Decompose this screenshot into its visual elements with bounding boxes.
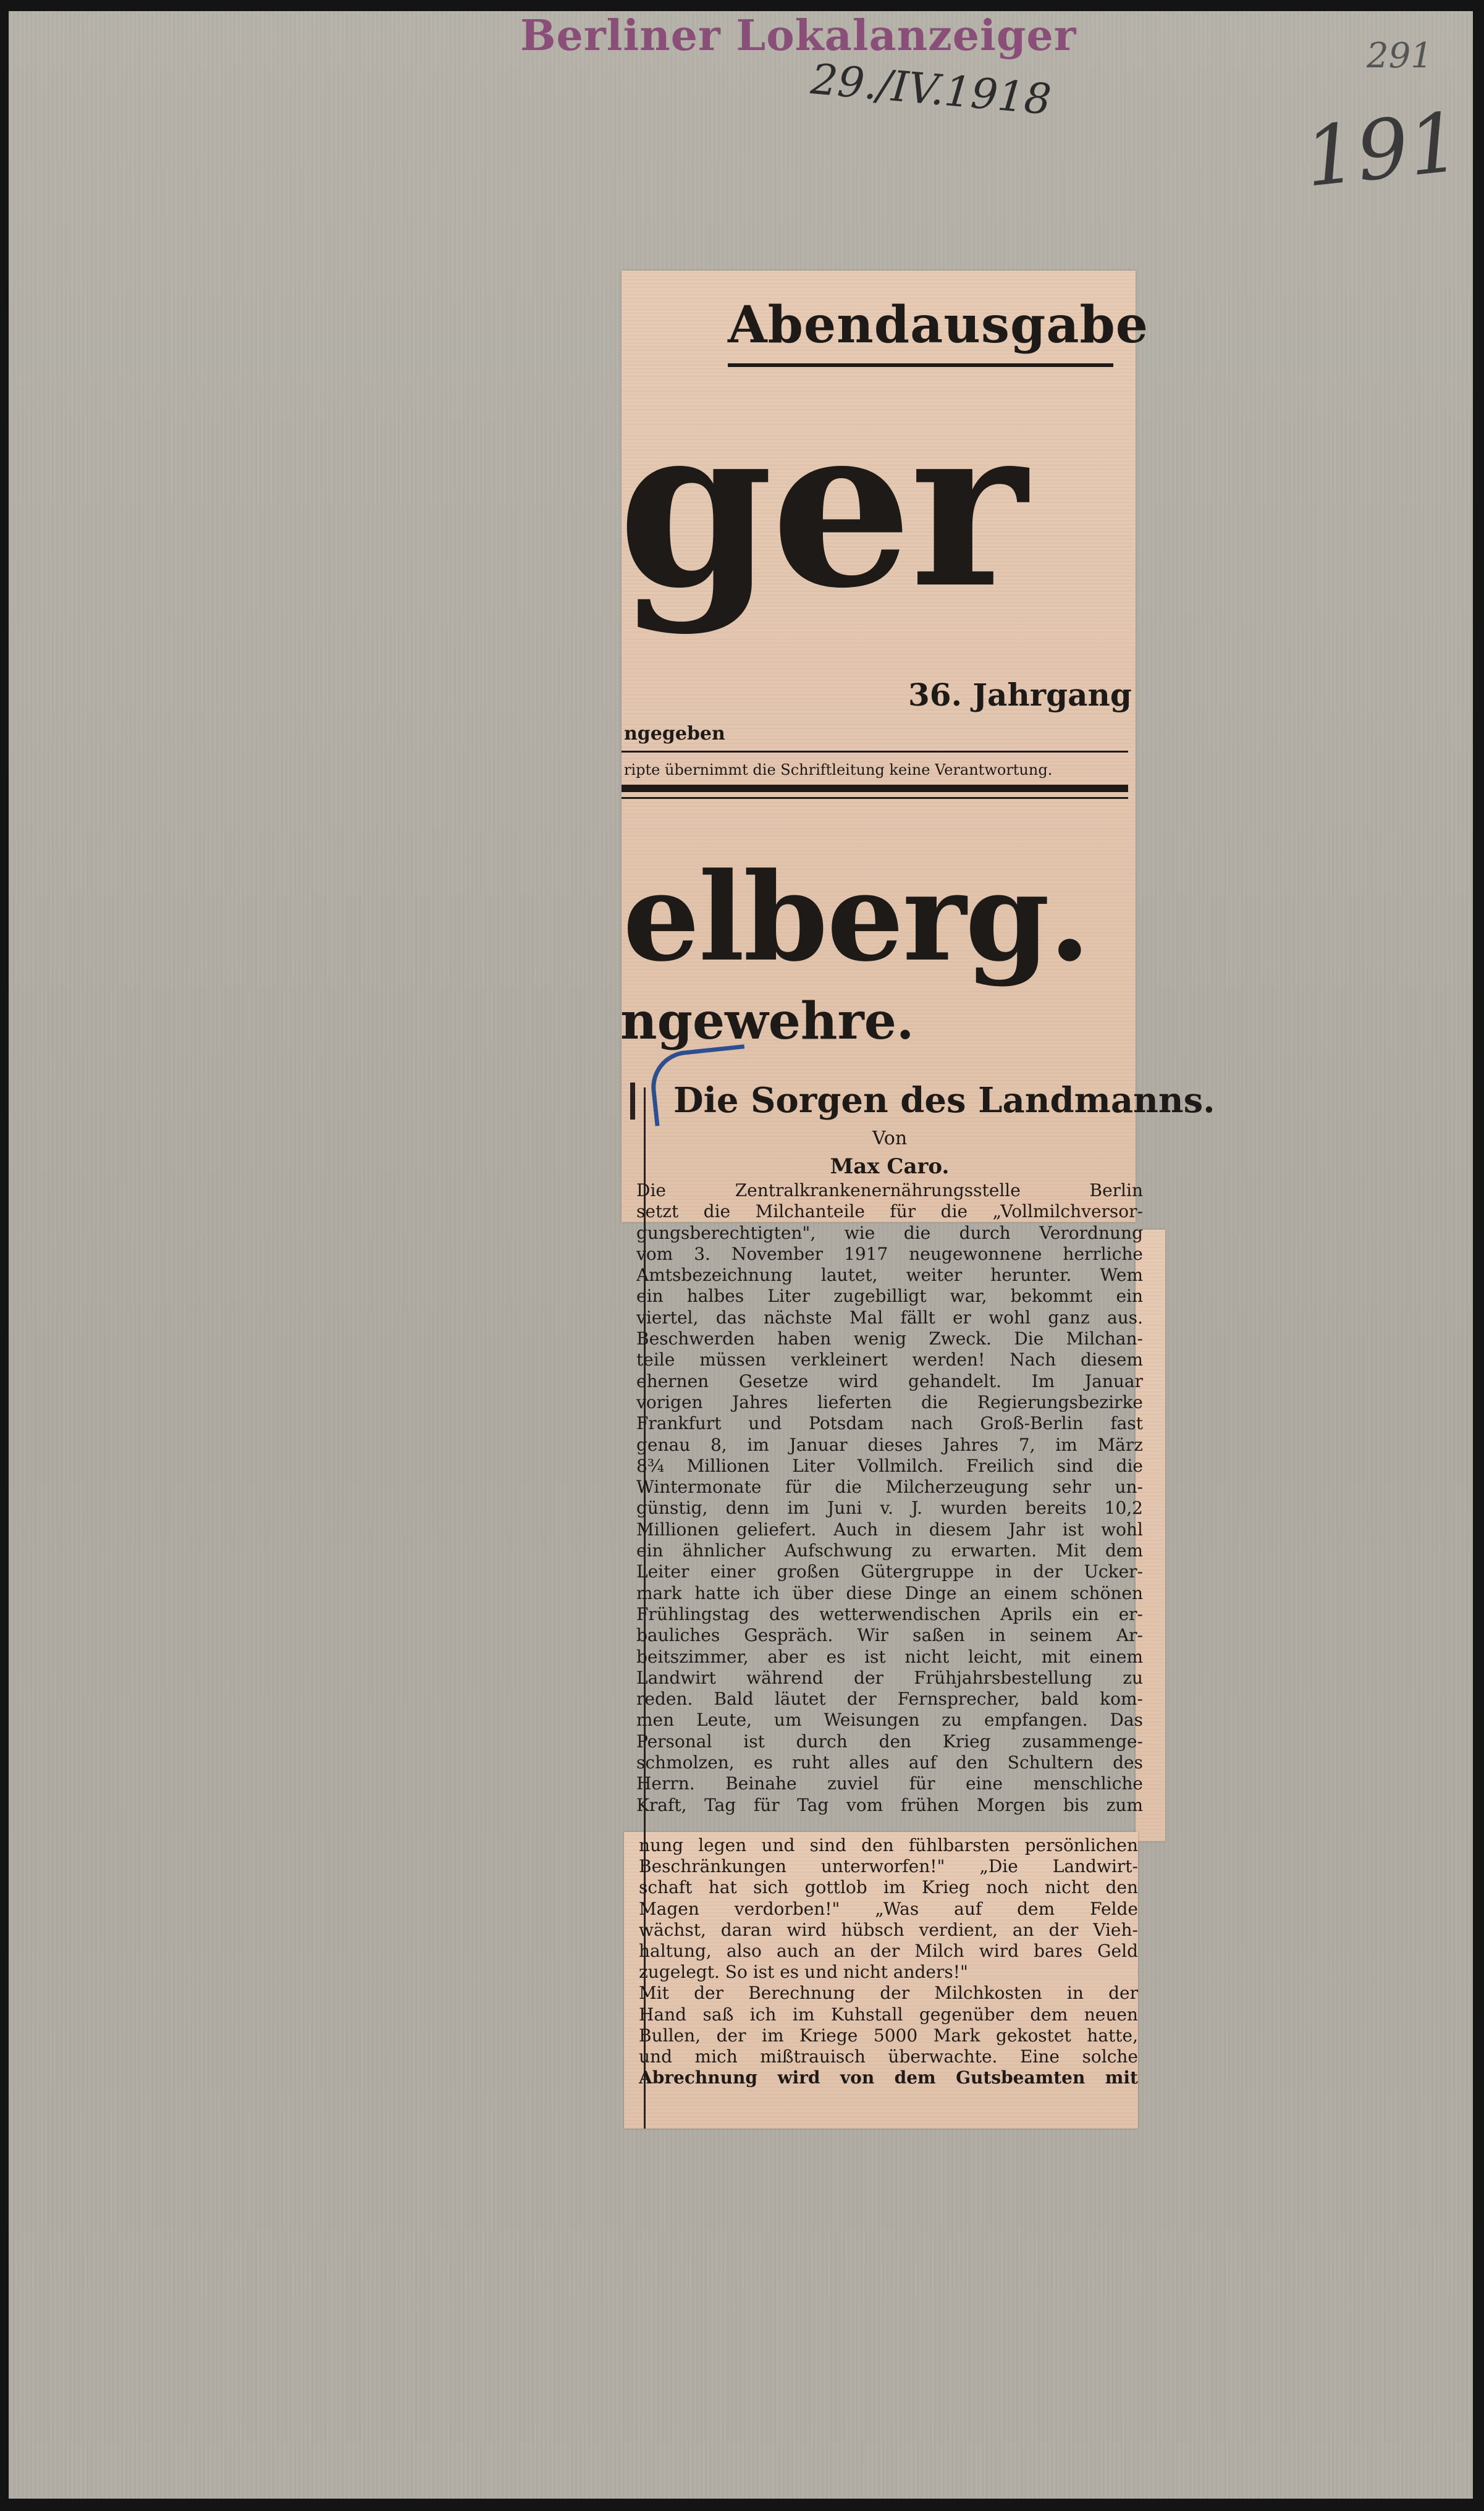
article-line: mark hatte ich über diese Dinge an einem schönen xyxy=(636,1582,1143,1603)
issued-fragment: ngegeben xyxy=(624,723,725,745)
article-body xyxy=(636,1180,1143,1816)
article-line: gungsberechtigten", wie die durch Verordnung xyxy=(636,1222,1143,1243)
subheadline-fragment: ngewehre. xyxy=(620,992,914,1051)
handwritten-number-small: 291 xyxy=(1367,36,1433,76)
article-line: Personal ist durch den Krieg zusammenge- xyxy=(636,1731,1143,1752)
article-line: Amtsbezeichnung lautet, weiter herunter. Wem xyxy=(636,1265,1143,1286)
article-line: ehernen Gesetze wird gehandelt. Im Januar xyxy=(636,1370,1143,1391)
article-body-continued xyxy=(639,1835,1138,2088)
article-line: Frühlingstag des wetterwendischen Aprils ein er- xyxy=(636,1603,1143,1624)
edition-underline xyxy=(728,363,1113,367)
article-line: ein halbes Liter zugebilligt war, bekommt ein xyxy=(636,1286,1143,1307)
article-line: vorigen Jahres lieferten die Regierungsbezirke xyxy=(636,1391,1143,1412)
article-line: reden. Bald läutet der Fernsprecher, bald kom- xyxy=(636,1689,1143,1710)
article-line: schaft hat sich gottlob im Krieg noch nicht den xyxy=(639,1877,1138,1898)
article-line: bauliches Gespräch. Wir saßen in seinem Ar- xyxy=(636,1625,1143,1646)
disclaimer-fragment: ripte übernimmt die Schriftleitung keine Verantwortung. xyxy=(624,761,1053,779)
handwritten-number: 191 xyxy=(1300,95,1465,206)
edition-label: Abendausgabe xyxy=(728,295,1149,355)
article-line: genau 8, im Januar dieses Jahres 7, im März xyxy=(636,1434,1143,1455)
article-line: Mit der Berechnung der Milchkosten in der xyxy=(639,1983,1138,2004)
article-line: Abrechnung wird von dem Gutsbeamten mit xyxy=(639,2067,1138,2088)
article-line: günstig, denn im Juni v. J. wurden bereits 10,2 xyxy=(636,1498,1143,1519)
article-line: haltung, also auch an der Milch wird bares Geld xyxy=(639,1940,1138,1961)
masthead-rule xyxy=(622,751,1128,753)
article-line: Landwirt während der Frühjahrsbestellung zu xyxy=(636,1667,1143,1688)
article-line: Wintermonate für die Milcherzeugung sehr un- xyxy=(636,1477,1143,1498)
article-line: und mich mißtrauisch überwachte. Eine solche xyxy=(639,2046,1138,2067)
article-line: Die Zentralkrankenernährungsstelle Berlin xyxy=(636,1180,1143,1201)
headline-fragment: elberg. xyxy=(623,846,1090,989)
article-line: Kraft, Tag für Tag vom frühen Morgen bis zum xyxy=(636,1794,1143,1815)
article-line: Frankfurt und Potsdam nach Groß-Berlin fast xyxy=(636,1413,1143,1434)
article-line: men Leute, um Weisungen zu empfangen. Das xyxy=(636,1710,1143,1731)
article-line: Herrn. Beinahe zuviel für eine menschliche xyxy=(636,1773,1143,1794)
article-line: Bullen, der im Kriege 5000 Mark gekostet hatte, xyxy=(639,2025,1138,2046)
article-line: wächst, daran wird hübsch verdient, an der Vieh- xyxy=(639,1919,1138,1940)
article-line: Beschränkungen unterworfen!" „Die Landwirt- xyxy=(639,1856,1138,1877)
masthead-rule-lower xyxy=(622,797,1128,799)
article-line: Magen verdorben!" „Was auf dem Felde xyxy=(639,1898,1138,1919)
masthead-rule-thick xyxy=(622,785,1128,792)
article-line: schmolzen, es ruht alles auf den Schultern des xyxy=(636,1752,1143,1773)
article-line: teile müssen verkleinert werden! Nach diesem xyxy=(636,1349,1143,1370)
masthead-fragment: ger xyxy=(618,376,1025,637)
article-line: zugelegt. So ist es und nicht anders!" xyxy=(639,1962,968,1983)
article-line: ein ähnlicher Aufschwung zu erwarten. Mit dem xyxy=(636,1540,1143,1561)
article-line: nung legen und sind den fühlbarsten persönlichen xyxy=(639,1835,1138,1855)
article-line: setzt die Milchanteile für die „Vollmilchversor- xyxy=(636,1201,1143,1222)
article-line: Leiter einer großen Gütergruppe in der Ucker- xyxy=(636,1561,1143,1582)
article-line: viertel, das nächste Mal fällt er wohl ganz aus. xyxy=(636,1307,1143,1328)
article-author: Max Caro. xyxy=(830,1154,950,1179)
column-rule-stub xyxy=(630,1082,635,1120)
article-line: Millionen geliefert. Auch in diesem Jahr ist wohl xyxy=(636,1519,1143,1540)
article-line: beitszimmer, aber es ist nicht leicht, mit einem xyxy=(636,1646,1143,1667)
volume-label: 36. Jahrgang xyxy=(908,677,1132,713)
article-line: Beschwerden haben wenig Zweck. Die Milchan- xyxy=(636,1328,1143,1349)
article-title: Die Sorgen des Landmanns. xyxy=(673,1080,1215,1121)
archive-stamp: Berliner Lokalanzeiger xyxy=(520,11,1077,61)
article-line: 8¾ Millionen Liter Vollmilch. Freilich sind die xyxy=(636,1455,1143,1476)
article-line: vom 3. November 1917 neugewonnene herrliche xyxy=(636,1243,1143,1264)
byline-prefix: Von xyxy=(872,1128,908,1149)
handwritten-date: 29./IV.1918 xyxy=(809,55,1053,125)
article-line: Hand saß ich im Kuhstall gegenüber dem neuen xyxy=(639,2004,1138,2025)
